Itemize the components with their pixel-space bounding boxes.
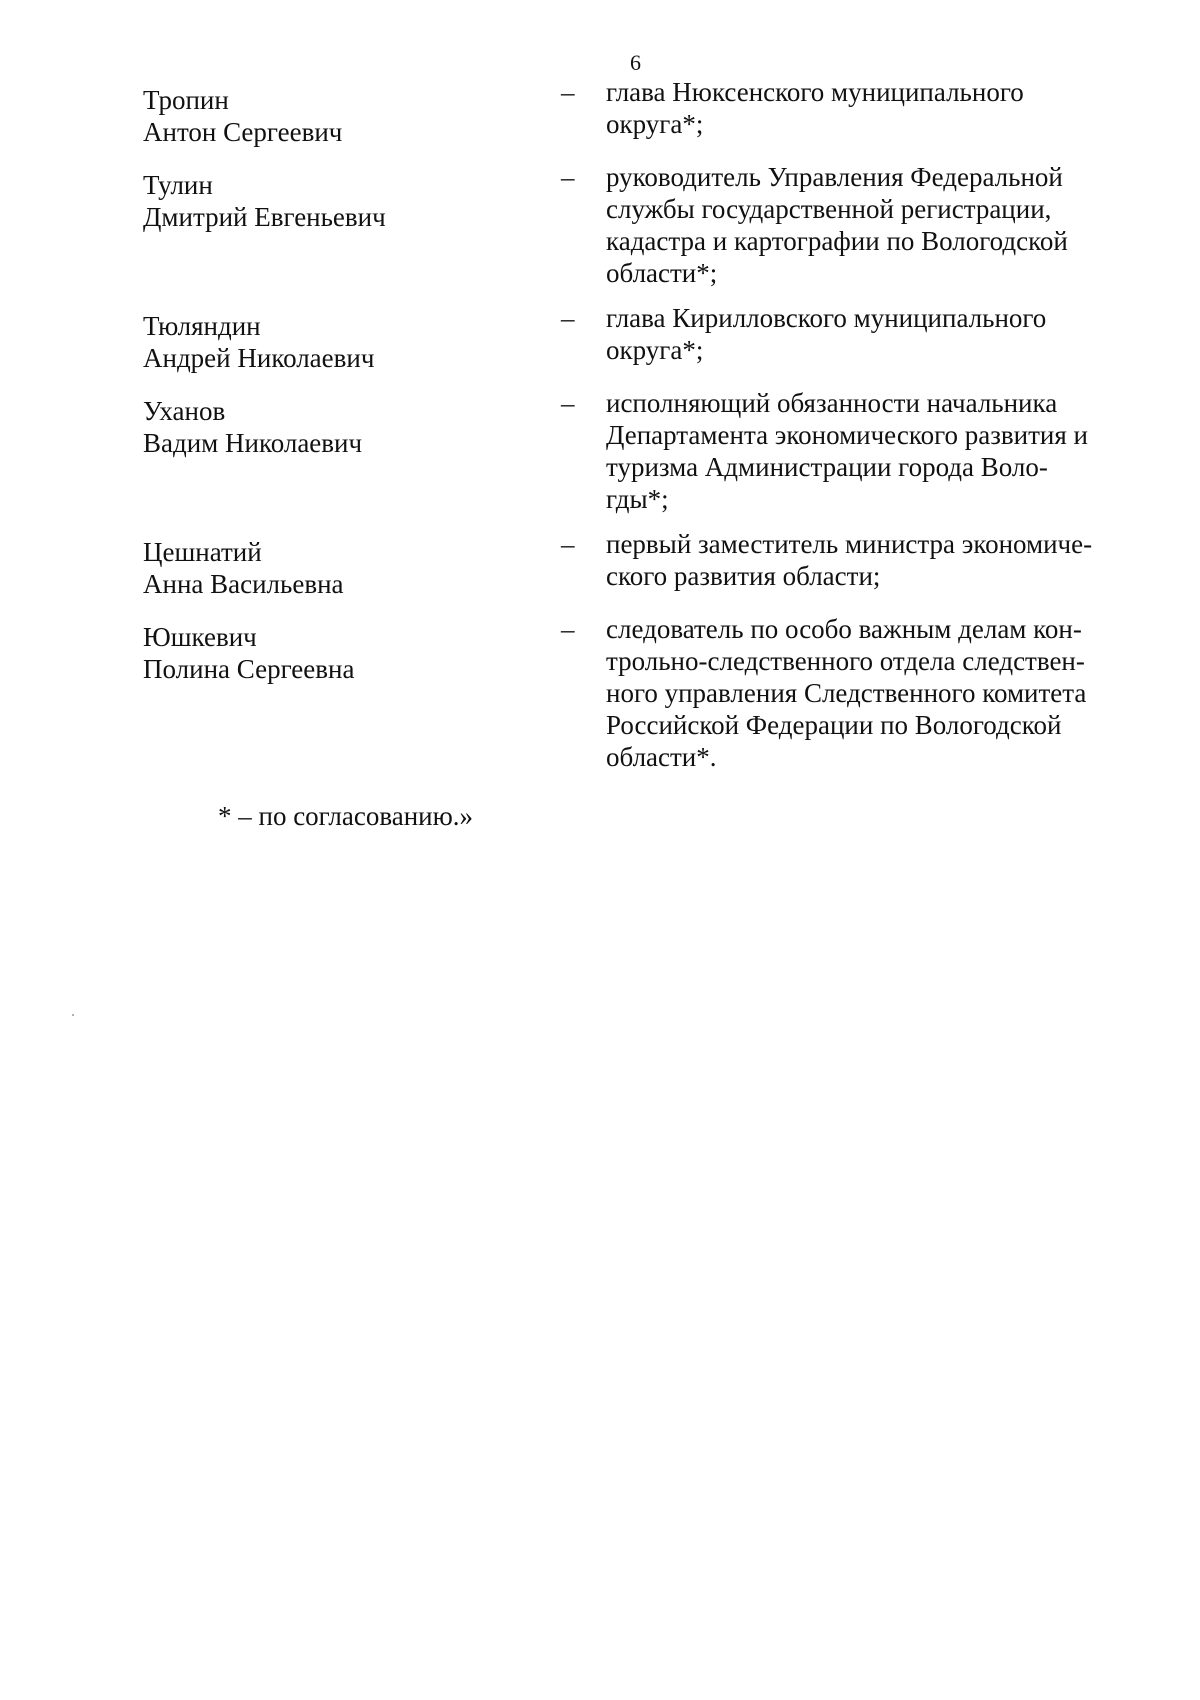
member-given-names: Вадим Николаевич xyxy=(143,428,363,458)
member-position xyxy=(606,387,1131,515)
position-line: туризма Администрации города Воло- xyxy=(606,452,1048,482)
position-line: области*; xyxy=(606,258,718,288)
member-surname: Уханов xyxy=(143,396,226,426)
member-surname: Тюляндин xyxy=(143,311,261,341)
position-line: глава Нюксенского муниципального xyxy=(606,77,1024,107)
position-line: ного управления Следственного комитета xyxy=(606,678,1087,708)
member-row xyxy=(143,528,1143,600)
member-name xyxy=(143,310,563,374)
member-given-names: Анна Васильевна xyxy=(143,569,344,599)
position-line: первый заместитель министра экономиче- xyxy=(606,529,1093,559)
member-name xyxy=(143,84,563,148)
member-given-names: Дмитрий Евгеньевич xyxy=(143,202,386,232)
position-line: глава Кирилловского муниципального xyxy=(606,303,1047,333)
position-line: трольно-следственного отдела следствен- xyxy=(606,646,1085,676)
position-line: Российской Федерации по Вологодской xyxy=(606,710,1062,740)
member-name xyxy=(143,169,563,233)
member-surname: Тулин xyxy=(143,170,213,200)
member-given-names: Андрей Николаевич xyxy=(143,343,375,373)
member-dash: – xyxy=(561,77,575,107)
footnote: * – по согласованию.» xyxy=(218,801,474,831)
member-surname: Цешнатий xyxy=(143,537,262,567)
position-line: кадастра и картографии по Вологодской xyxy=(606,226,1068,256)
member-row xyxy=(143,76,1143,148)
member-dash: – xyxy=(561,614,575,644)
member-given-names: Антон Сергеевич xyxy=(143,117,343,147)
position-line: исполняющий обязанности начальника xyxy=(606,388,1058,418)
member-position xyxy=(606,528,1131,592)
member-name xyxy=(143,621,563,685)
position-line: ского развития области; xyxy=(606,561,881,591)
member-row xyxy=(143,387,1143,515)
member-surname: Юшкевич xyxy=(143,622,257,652)
position-line: гды*; xyxy=(606,484,669,514)
member-dash: – xyxy=(561,529,575,559)
member-name xyxy=(143,536,563,600)
member-dash: – xyxy=(561,303,575,333)
member-position xyxy=(606,161,1131,289)
member-dash: – xyxy=(561,162,575,192)
position-line: Департамента экономического развития и xyxy=(606,420,1088,450)
position-line: округа*; xyxy=(606,335,704,365)
scan-speck xyxy=(72,1014,74,1016)
position-line: области*. xyxy=(606,742,717,772)
position-line: службы государственной регистрации, xyxy=(606,194,1052,224)
commission-member-list xyxy=(143,76,1143,773)
position-line: руководитель Управления Федеральной xyxy=(606,162,1063,192)
member-given-names: Полина Сергеевна xyxy=(143,654,355,684)
member-position xyxy=(606,302,1131,366)
member-name xyxy=(143,395,563,459)
member-dash: – xyxy=(561,388,575,418)
member-position xyxy=(606,76,1131,140)
member-row xyxy=(143,613,1143,773)
member-row xyxy=(143,302,1143,374)
position-line: округа*; xyxy=(606,109,704,139)
member-position xyxy=(606,613,1131,773)
page-number: 6 xyxy=(630,50,641,75)
position-line: следователь по особо важным делам кон- xyxy=(606,614,1082,644)
member-surname: Тропин xyxy=(143,85,229,115)
member-row xyxy=(143,161,1143,289)
